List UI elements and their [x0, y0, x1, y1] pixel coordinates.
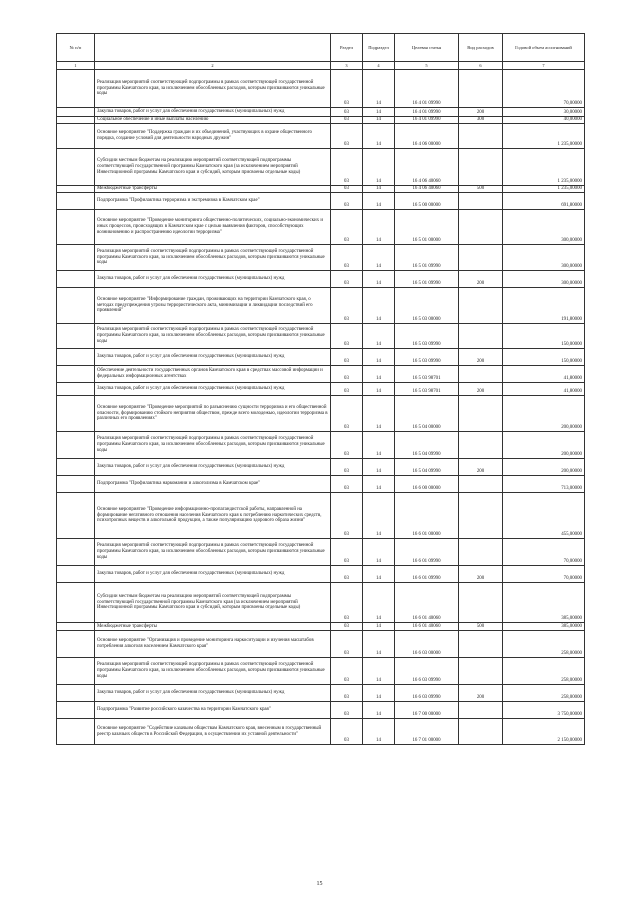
table-row: [57, 493, 585, 539]
cell-num: [57, 658, 95, 685]
header-name: [95, 34, 331, 62]
cell-csr: 16 6 01 09990: [395, 566, 459, 583]
cell-razdel: 03: [331, 383, 363, 396]
cell-vr: 500: [459, 623, 503, 631]
table-row: [57, 631, 585, 658]
colnum: 3: [331, 62, 363, 70]
cell-name: Реализация мероприятий соответствующей подпрограммы в рамках соответствующей государственной программы Камчатского края, за исключением обособленных расходов, которым присваиваются уникальные коды: [95, 324, 331, 349]
cell-razdel: 03: [331, 124, 363, 149]
table-row: [57, 459, 585, 476]
cell-podrazdel: 14: [363, 288, 395, 324]
cell-razdel: 03: [331, 324, 363, 349]
cell-razdel: 03: [331, 539, 363, 566]
cell-podrazdel: 14: [363, 493, 395, 539]
cell-num: [57, 539, 95, 566]
table-row: [57, 583, 585, 623]
cell-num: [57, 210, 95, 245]
cell-vr: 200: [459, 271, 503, 288]
colnum: 1: [57, 62, 95, 70]
cell-podrazdel: 14: [363, 70, 395, 108]
cell-num: [57, 493, 95, 539]
cell-vr: 200: [459, 108, 503, 117]
cell-num: [57, 271, 95, 288]
cell-name: Межбюджетные трансферты: [95, 623, 331, 631]
cell-name: Закупка товаров, работ и услуг для обеспечения государственных (муниципальных) нужд: [95, 271, 331, 288]
cell-vr: 200: [459, 685, 503, 702]
cell-csr: 16 4 06 00000: [395, 124, 459, 149]
cell-csr: 16 6 03 09990: [395, 685, 459, 702]
cell-razdel: 03: [331, 396, 363, 432]
cell-name: Реализация мероприятий соответствующей подпрограммы в рамках соответствующей государственной программы Камчатского края, за исключением обособленных расходов, которым присваиваются уникальные коды: [95, 658, 331, 685]
cell-name: Обеспечение деятельности государственных органов Камчатского края в средствах массовой информации и федеральных информационных агентствах: [95, 366, 331, 383]
cell-csr: 16 5 04 09990: [395, 459, 459, 476]
colnum: 6: [459, 62, 503, 70]
cell-csr: 16 6 03 00000: [395, 631, 459, 658]
cell-num: [57, 685, 95, 702]
cell-razdel: 03: [331, 432, 363, 459]
cell-razdel: 03: [331, 70, 363, 108]
table-row: [57, 324, 585, 349]
cell-podrazdel: 14: [363, 476, 395, 493]
cell-num: [57, 324, 95, 349]
cell-sum: 1 235,00000: [503, 149, 585, 186]
cell-name: Закупка товаров, работ и услуг для обеспечения государственных (муниципальных) нужд: [95, 685, 331, 702]
cell-vr: [459, 288, 503, 324]
cell-sum: 150,00000: [503, 349, 585, 366]
cell-sum: 70,00000: [503, 566, 585, 583]
table-row: [57, 70, 585, 108]
cell-sum: 1 235,00000: [503, 124, 585, 149]
header-razdel: Раздел: [331, 34, 363, 62]
cell-podrazdel: 14: [363, 383, 395, 396]
cell-podrazdel: 14: [363, 271, 395, 288]
table-row: [57, 702, 585, 719]
cell-num: [57, 459, 95, 476]
cell-razdel: 03: [331, 288, 363, 324]
cell-vr: [459, 70, 503, 108]
cell-num: [57, 124, 95, 149]
cell-name: Закупка товаров, работ и услуг для обеспечения государственных (муниципальных) нужд: [95, 349, 331, 366]
cell-vr: [459, 658, 503, 685]
cell-csr: 16 6 01 40060: [395, 583, 459, 623]
column-number-row: [57, 62, 585, 70]
cell-sum: 258,00000: [503, 631, 585, 658]
cell-podrazdel: 14: [363, 658, 395, 685]
cell-vr: [459, 583, 503, 623]
cell-sum: 385,00000: [503, 623, 585, 631]
cell-razdel: 03: [331, 108, 363, 117]
cell-vr: [459, 476, 503, 493]
cell-podrazdel: 14: [363, 324, 395, 349]
cell-podrazdel: 14: [363, 631, 395, 658]
cell-name: Основное мероприятие "Организация и проведение мониторинга наркоситуации и изучения масштабов потребления алкоголя населением Камчатского края": [95, 631, 331, 658]
cell-csr: 16 5 01 00000: [395, 210, 459, 245]
header-num: № п/п: [57, 34, 95, 62]
cell-razdel: 03: [331, 583, 363, 623]
cell-vr: [459, 631, 503, 658]
table-row: [57, 124, 585, 149]
cell-num: [57, 566, 95, 583]
cell-razdel: 03: [331, 658, 363, 685]
cell-razdel: 03: [331, 493, 363, 539]
cell-razdel: 03: [331, 210, 363, 245]
cell-sum: 70,00000: [503, 70, 585, 108]
cell-name: Субсидии местным бюджетам на реализацию мероприятий соответствующей подпрограммы соответствующей государственной программы Камчатского края (за исключением мероприятий Инвестиционной программы Камчатского края и субсидий, которым присвоены отдельные коды): [95, 583, 331, 623]
cell-name: Основное мероприятие "Информирование граждан, проживающих на территории Камчатского края, о методах предупреждения угрозы террористического акта, минимизации и ликвидации последствий его проявлений": [95, 288, 331, 324]
cell-vr: 500: [459, 186, 503, 193]
cell-csr: 16 6 01 40060: [395, 623, 459, 631]
cell-vr: [459, 366, 503, 383]
colnum: 7: [503, 62, 585, 70]
cell-name: Закупка товаров, работ и услуг для обеспечения государственных (муниципальных) нужд: [95, 459, 331, 476]
cell-podrazdel: 14: [363, 210, 395, 245]
table-row: [57, 366, 585, 383]
cell-name: Основное мероприятие "Проведение мероприятий по разъяснению сущности терроризма и его общественной опасности, формированию стойкого неприятия обществом, прежде всего молодежью, идеологии терроризма в различных его проявлениях": [95, 396, 331, 432]
cell-sum: 713,00000: [503, 476, 585, 493]
cell-name: Основное мероприятие "Содействие казачьим обществам Камчатского края, внесенным в государственный реестр казачьих обществ в Российской Федерации, в осуществлении их уставной деятельности": [95, 719, 331, 745]
cell-csr: 16 4 01 09990: [395, 117, 459, 124]
cell-sum: 1 235,00000: [503, 186, 585, 193]
cell-razdel: 03: [331, 702, 363, 719]
cell-vr: [459, 432, 503, 459]
table-row: [57, 432, 585, 459]
cell-csr: 16 4 06 40060: [395, 186, 459, 193]
cell-csr: 16 5 01 09990: [395, 245, 459, 271]
cell-podrazdel: 14: [363, 623, 395, 631]
cell-sum: 200,00000: [503, 459, 585, 476]
table-row: [57, 719, 585, 745]
cell-name: Субсидии местным бюджетам на реализацию мероприятий соответствующей подпрограммы соответствующей государственной программы Камчатского края (за исключением мероприятий Инвестиционной программы Камчатского края и субсидий, которым присвоены отдельные коды): [95, 149, 331, 186]
cell-name: Реализация мероприятий соответствующей подпрограммы в рамках соответствующей государственной программы Камчатского края, за исключением обособленных расходов, которым присваиваются уникальные коды: [95, 432, 331, 459]
cell-vr: [459, 193, 503, 210]
table-header-row: [57, 34, 585, 62]
table-row: [57, 396, 585, 432]
header-vr: Вид расходов: [459, 34, 503, 62]
cell-sum: 150,00000: [503, 324, 585, 349]
cell-podrazdel: 14: [363, 245, 395, 271]
cell-num: [57, 719, 95, 745]
cell-sum: 41,80000: [503, 366, 585, 383]
cell-sum: 455,00000: [503, 493, 585, 539]
table-row: [57, 288, 585, 324]
cell-sum: 258,00000: [503, 658, 585, 685]
cell-podrazdel: 14: [363, 459, 395, 476]
colnum: 2: [95, 62, 331, 70]
cell-csr: 16 4 01 09990: [395, 108, 459, 117]
cell-name: Подпрограмма "Развитие российского казачества на территории Камчатского края": [95, 702, 331, 719]
cell-podrazdel: 14: [363, 349, 395, 366]
cell-razdel: 03: [331, 459, 363, 476]
cell-num: [57, 149, 95, 186]
cell-vr: 200: [459, 383, 503, 396]
cell-podrazdel: 14: [363, 432, 395, 459]
cell-vr: 300: [459, 117, 503, 124]
cell-name: Реализация мероприятий соответствующей подпрограммы в рамках соответствующей государственной программы Камчатского края, за исключением обособленных расходов, которым присваиваются уникальные коды: [95, 70, 331, 108]
header-podrazdel: Подраздел: [363, 34, 395, 62]
header-sum: Годовой объем ассигнований: [503, 34, 585, 62]
cell-razdel: 03: [331, 193, 363, 210]
cell-num: [57, 623, 95, 631]
cell-vr: [459, 539, 503, 566]
cell-razdel: 03: [331, 349, 363, 366]
cell-vr: [459, 124, 503, 149]
cell-sum: 3 750,00000: [503, 702, 585, 719]
cell-name: Основное мероприятие "Поддержка граждан и их объединений, участвующих в охране общественного порядка, создание условий для деятельности народных дружин": [95, 124, 331, 149]
cell-csr: 16 5 04 09990: [395, 432, 459, 459]
cell-podrazdel: 14: [363, 186, 395, 193]
cell-name: Межбюджетные трансферты: [95, 186, 331, 193]
cell-num: [57, 396, 95, 432]
cell-name: Реализация мероприятий соответствующей подпрограммы в рамках соответствующей государственной программы Камчатского края, за исключением обособленных расходов, которым присваиваются уникальные коды: [95, 539, 331, 566]
table-row: [57, 149, 585, 186]
cell-sum: 41,80000: [503, 383, 585, 396]
cell-num: [57, 193, 95, 210]
cell-razdel: 03: [331, 271, 363, 288]
cell-sum: 30,00000: [503, 108, 585, 117]
cell-vr: [459, 245, 503, 271]
cell-csr: 16 6 01 09990: [395, 539, 459, 566]
cell-vr: [459, 210, 503, 245]
cell-csr: 16 5 04 00000: [395, 396, 459, 432]
table-row: [57, 108, 585, 117]
cell-name: Закупка товаров, работ и услуг для обеспечения государственных (муниципальных) нужд: [95, 383, 331, 396]
cell-num: [57, 70, 95, 108]
page-number: 15: [316, 881, 323, 887]
cell-razdel: 03: [331, 149, 363, 186]
cell-num: [57, 366, 95, 383]
budget-table: [56, 33, 585, 745]
cell-vr: [459, 493, 503, 539]
cell-num: [57, 476, 95, 493]
cell-num: [57, 631, 95, 658]
colnum: 5: [395, 62, 459, 70]
cell-num: [57, 702, 95, 719]
cell-razdel: 03: [331, 117, 363, 124]
table-row: [57, 383, 585, 396]
table-row: [57, 539, 585, 566]
cell-sum: 300,00000: [503, 210, 585, 245]
table-row: [57, 658, 585, 685]
cell-razdel: 03: [331, 623, 363, 631]
cell-podrazdel: 14: [363, 108, 395, 117]
cell-podrazdel: 14: [363, 719, 395, 745]
cell-razdel: 03: [331, 719, 363, 745]
cell-podrazdel: 14: [363, 117, 395, 124]
cell-vr: 200: [459, 459, 503, 476]
cell-sum: 2 150,00000: [503, 719, 585, 745]
cell-csr: 16 4 01 09990: [395, 70, 459, 108]
cell-podrazdel: 14: [363, 566, 395, 583]
cell-sum: 191,80000: [503, 288, 585, 324]
cell-vr: 200: [459, 566, 503, 583]
cell-sum: 258,00000: [503, 685, 585, 702]
cell-csr: 16 4 06 40060: [395, 149, 459, 186]
cell-csr: 16 7 00 00000: [395, 702, 459, 719]
cell-razdel: 03: [331, 366, 363, 383]
cell-csr: 16 5 03 98701: [395, 383, 459, 396]
table-row: [57, 245, 585, 271]
cell-sum: 691,80000: [503, 193, 585, 210]
cell-csr: 16 5 03 09990: [395, 349, 459, 366]
cell-num: [57, 288, 95, 324]
cell-podrazdel: 14: [363, 539, 395, 566]
table-row: [57, 685, 585, 702]
cell-vr: [459, 719, 503, 745]
cell-sum: 200,00000: [503, 396, 585, 432]
cell-sum: 385,00000: [503, 583, 585, 623]
table-row: [57, 271, 585, 288]
cell-vr: 200: [459, 349, 503, 366]
cell-csr: 16 5 01 09990: [395, 271, 459, 288]
cell-name: Основное мероприятие "Проведение информационно-пропагандистской работы, направленной на формирование негативного отношения населения Камчатского края к потреблению наркотических средств, психотропных веществ и алкогольной продукции, а также популяризацию здорового образа жизни": [95, 493, 331, 539]
colnum: 4: [363, 62, 395, 70]
cell-name: Закупка товаров, работ и услуг для обеспечения государственных (муниципальных) нужд: [95, 108, 331, 117]
table-row: [57, 210, 585, 245]
cell-sum: 70,00000: [503, 539, 585, 566]
table-row: [57, 476, 585, 493]
cell-csr: 16 6 00 00000: [395, 476, 459, 493]
table-row: [57, 623, 585, 631]
cell-podrazdel: 14: [363, 149, 395, 186]
cell-name: Основное мероприятие "Проведение мониторинга общественно-политических, социально-экономических и иных процессов, происходящих в Камчатском крае с целью выявления факторов, способствующих возникновению и распространению идеологии терроризма": [95, 210, 331, 245]
cell-vr: [459, 324, 503, 349]
cell-num: [57, 432, 95, 459]
table-row: [57, 193, 585, 210]
cell-name: Подпрограмма "Профилактика терроризма и экстремизма в Камчатском крае": [95, 193, 331, 210]
header-csr: Целевая статья: [395, 34, 459, 62]
cell-sum: 40,00000: [503, 117, 585, 124]
cell-num: [57, 108, 95, 117]
cell-razdel: 03: [331, 566, 363, 583]
cell-name: Подпрограмма "Профилактика наркомании и алкоголизма в Камчатском крае": [95, 476, 331, 493]
cell-sum: 300,00000: [503, 271, 585, 288]
cell-num: [57, 583, 95, 623]
cell-num: [57, 383, 95, 396]
cell-sum: 300,00000: [503, 245, 585, 271]
cell-csr: 16 6 01 00000: [395, 493, 459, 539]
cell-razdel: 03: [331, 245, 363, 271]
cell-podrazdel: 14: [363, 366, 395, 383]
cell-csr: 16 5 03 98701: [395, 366, 459, 383]
cell-vr: [459, 396, 503, 432]
cell-csr: 16 5 03 00000: [395, 288, 459, 324]
cell-num: [57, 186, 95, 193]
cell-podrazdel: 14: [363, 396, 395, 432]
cell-name: Закупка товаров, работ и услуг для обеспечения государственных (муниципальных) нужд: [95, 566, 331, 583]
cell-num: [57, 117, 95, 124]
cell-name: Социальное обеспечение и иные выплаты населению: [95, 117, 331, 124]
cell-vr: [459, 702, 503, 719]
cell-podrazdel: 14: [363, 685, 395, 702]
cell-razdel: 03: [331, 685, 363, 702]
cell-podrazdel: 14: [363, 583, 395, 623]
cell-csr: 16 5 03 09990: [395, 324, 459, 349]
table-row: [57, 566, 585, 583]
cell-razdel: 03: [331, 631, 363, 658]
table-row: [57, 117, 585, 124]
cell-name: Реализация мероприятий соответствующей подпрограммы в рамках соответствующей государственной программы Камчатского края, за исключением обособленных расходов, которым присваиваются уникальные коды: [95, 245, 331, 271]
cell-num: [57, 245, 95, 271]
table-row: [57, 186, 585, 193]
cell-csr: 16 7 01 00000: [395, 719, 459, 745]
cell-csr: 16 6 03 09990: [395, 658, 459, 685]
cell-razdel: 03: [331, 186, 363, 193]
table-row: [57, 349, 585, 366]
cell-num: [57, 349, 95, 366]
cell-razdel: 03: [331, 476, 363, 493]
cell-podrazdel: 14: [363, 193, 395, 210]
cell-csr: 16 5 00 00000: [395, 193, 459, 210]
cell-sum: 200,00000: [503, 432, 585, 459]
cell-podrazdel: 14: [363, 702, 395, 719]
cell-podrazdel: 14: [363, 124, 395, 149]
cell-vr: [459, 149, 503, 186]
